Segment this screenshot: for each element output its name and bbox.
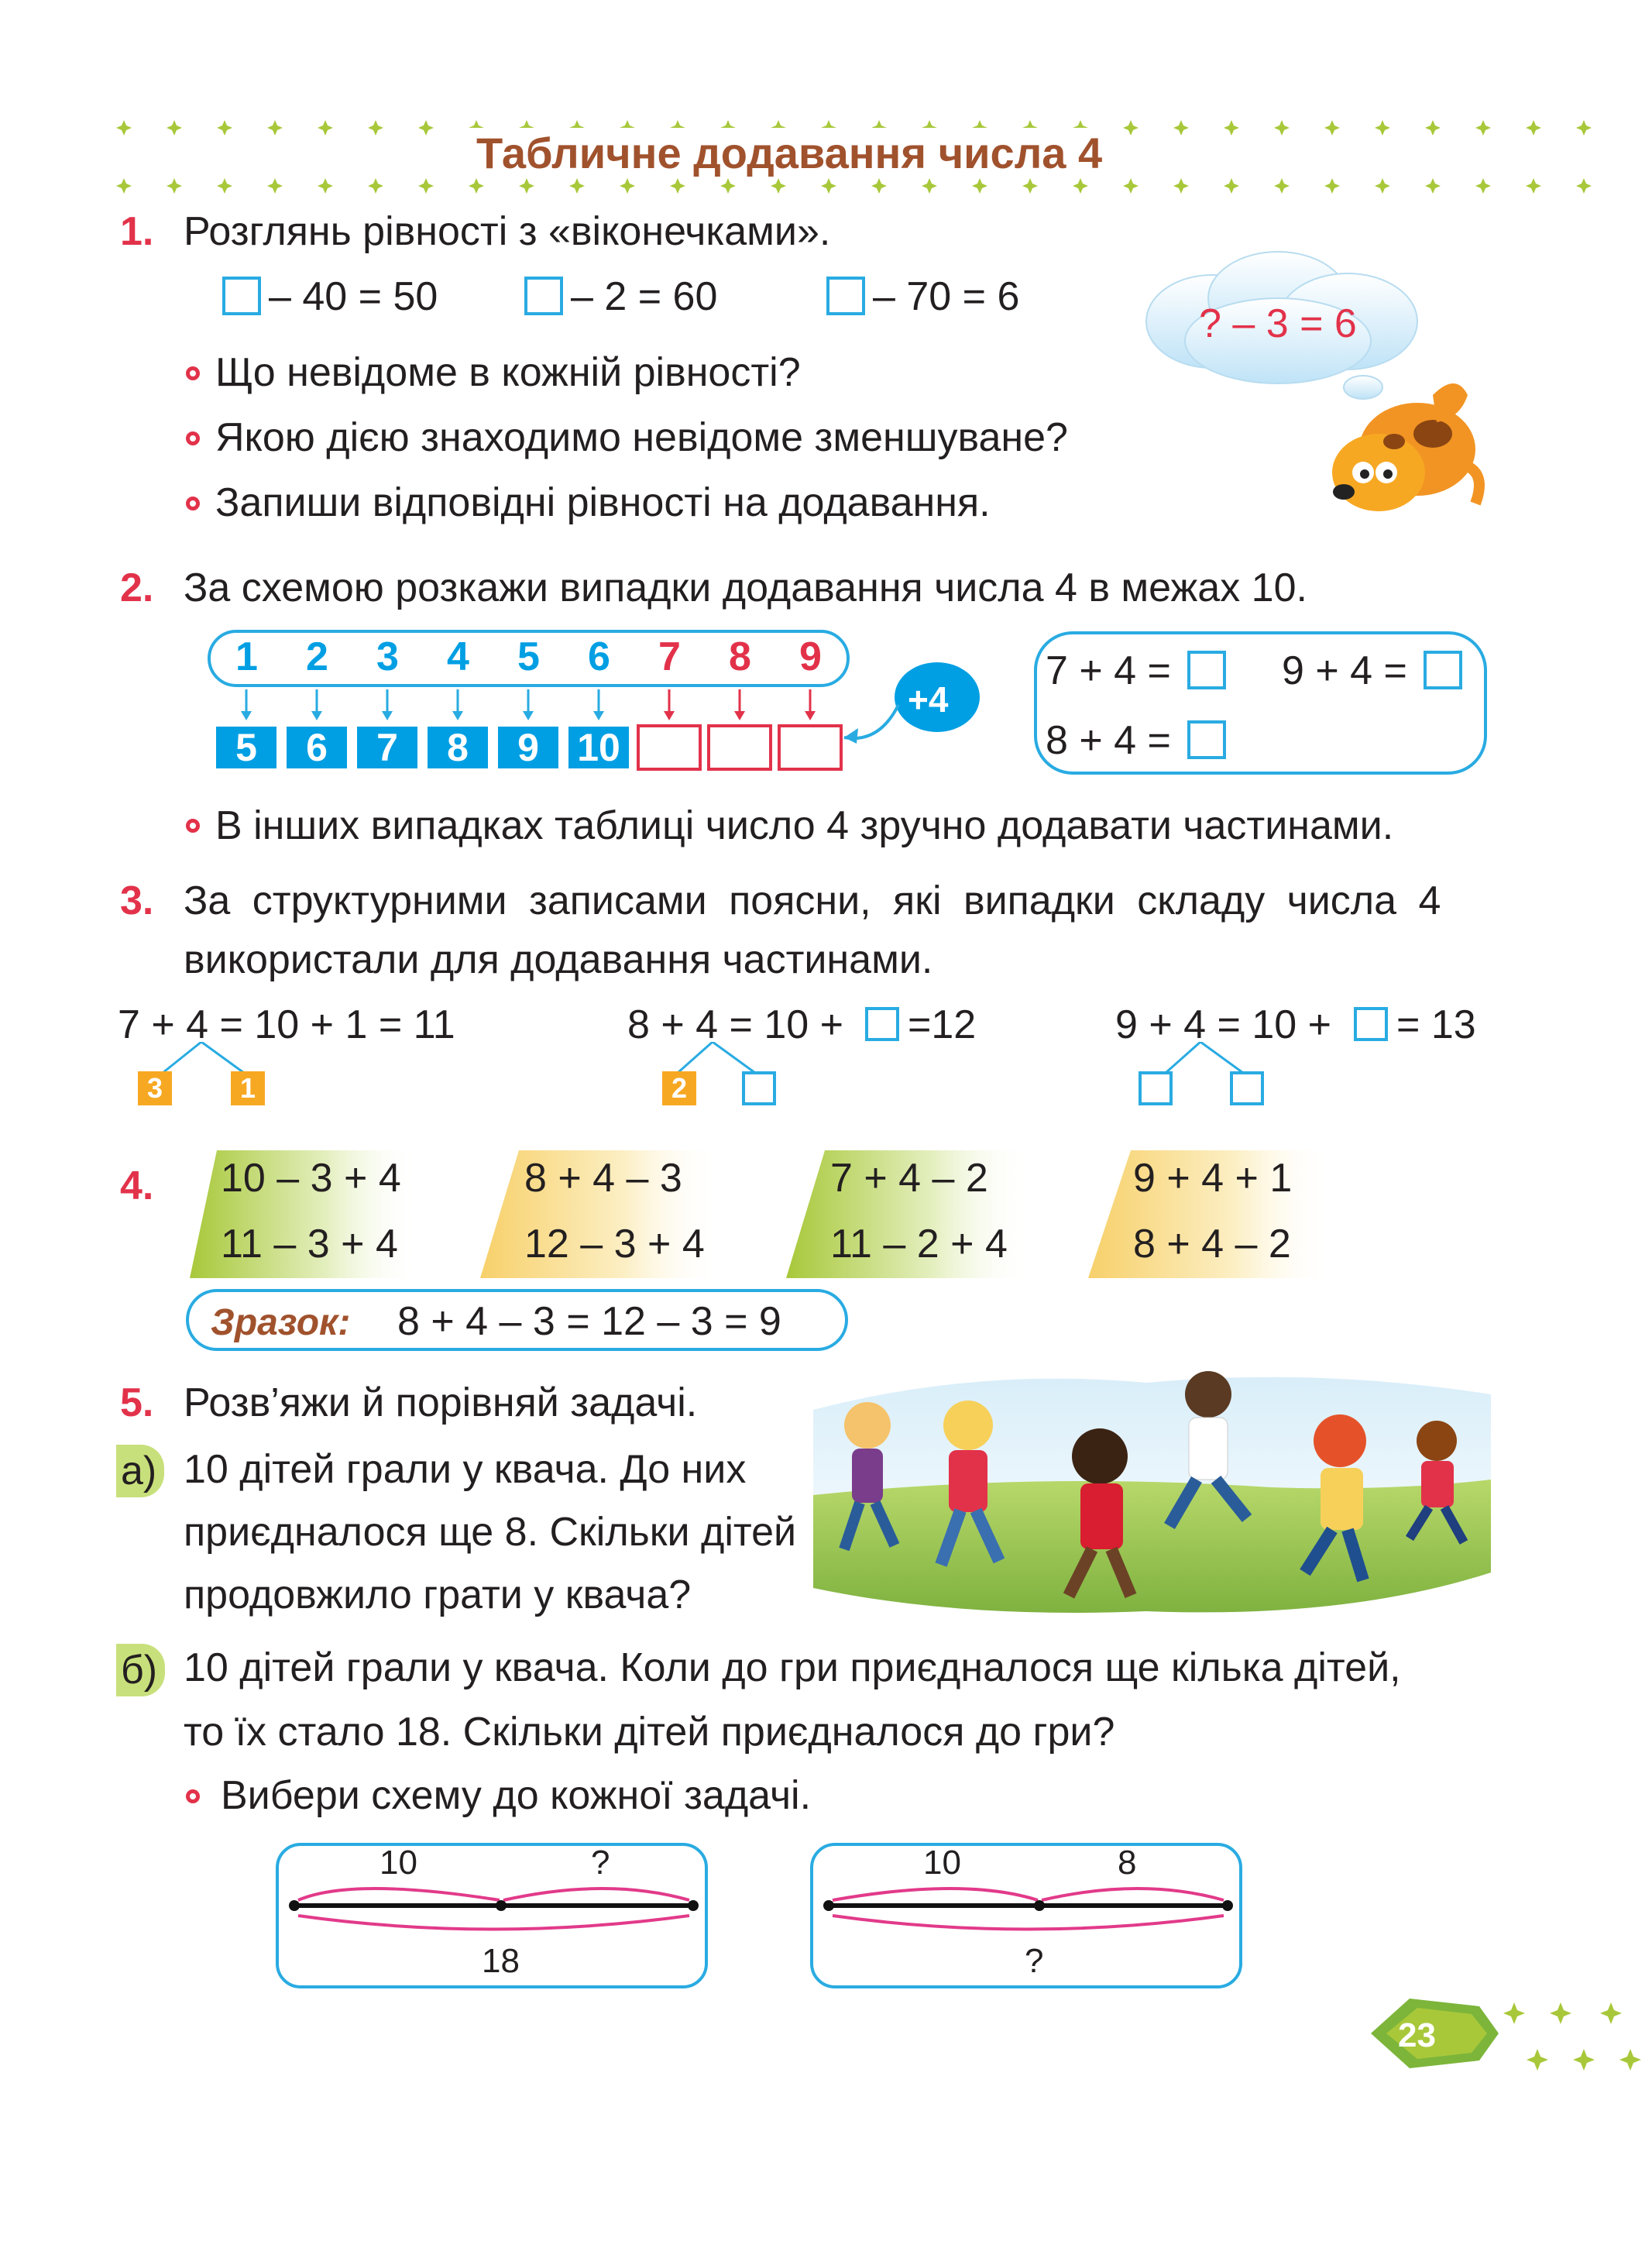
result-tile: 9: [496, 724, 561, 771]
arrow-head-icon: [311, 711, 322, 720]
arrow-head-icon: [593, 711, 604, 720]
window-box[interactable]: [826, 277, 865, 315]
ex4-expression: 8 + 4 – 2: [1133, 1222, 1291, 1267]
ex4-expression: 8 + 4 – 3: [524, 1156, 682, 1201]
number-line-item: 7: [658, 634, 681, 679]
ex1-equation: – 70 = 6: [873, 274, 1020, 319]
ex5-bullet: Вибери схему до кожної задачі.: [221, 1773, 812, 1818]
scheme1-left-label: 10: [380, 1844, 417, 1882]
ex4-expression: 9 + 4 + 1: [1133, 1156, 1293, 1201]
ex2-instruction: За схемою розкажи випадки додавання числа 4 в межах 10.: [184, 565, 1307, 610]
ex1-equation: – 2 = 60: [571, 274, 718, 319]
part-tile: 3: [138, 1071, 172, 1105]
part-tile: 2: [662, 1071, 696, 1105]
answer-box[interactable]: [1424, 651, 1462, 689]
task-b-line: то їх стало 18. Скільки дітей приєдналося до гри?: [184, 1710, 1115, 1755]
task-a-line: приєдналося ще 8. Скільки дітей: [184, 1510, 797, 1555]
ex1-bullet: Запиши відповідні рівності на додавання.: [215, 480, 991, 525]
ex4-expression: 10 – 3 + 4: [221, 1156, 401, 1201]
ex3-equation: =12: [908, 1002, 977, 1047]
ex2-equation: 9 + 4 =: [1282, 648, 1407, 693]
answer-box[interactable]: [1187, 651, 1226, 689]
number-line-item: 3: [376, 634, 399, 679]
answer-box[interactable]: [742, 1071, 776, 1105]
task-a-line: продовжило грати у квача?: [184, 1572, 692, 1617]
answer-box[interactable]: [1354, 1007, 1388, 1041]
arrow-head-icon: [452, 711, 463, 720]
task-a-line: 10 дітей грали у квача. До них: [184, 1447, 747, 1492]
number-line-item: 8: [729, 634, 751, 679]
ex4-expression: 11 – 2 + 4: [830, 1222, 1008, 1267]
result-tile: 7: [355, 724, 420, 771]
bullet-icon: [186, 819, 200, 833]
arrow-head-icon: [523, 711, 534, 720]
ex1-equation: – 40 = 50: [269, 274, 438, 319]
number-line-item: 5: [517, 634, 540, 679]
ex3-equation: 8 + 4 = 10 +: [627, 1002, 844, 1047]
ex2-equation: 8 + 4 =: [1046, 718, 1171, 763]
arrow-head-icon: [734, 711, 745, 720]
number-line-item: 6: [588, 634, 610, 679]
page-number: 23: [1398, 2016, 1436, 2054]
children-playing-illustration: [805, 1363, 1495, 1623]
sample-label: Зразок:: [211, 1302, 351, 1343]
page-title: Табличне додавання числа 4: [469, 128, 1110, 178]
cloud-equation: ? – 3 = 6: [1199, 301, 1357, 346]
ex3-equation: 7 + 4 = 10 + 1 = 11: [118, 1002, 455, 1047]
window-box[interactable]: [524, 277, 563, 315]
arrow-head-icon: [805, 711, 816, 720]
answer-box[interactable]: [778, 724, 843, 771]
window-box[interactable]: [222, 277, 261, 315]
number-line-item: 1: [235, 634, 258, 679]
bullet-icon: [186, 431, 200, 445]
ex2-bullet: В інших випадках таблиці число 4 зручно додавати частинами.: [215, 803, 1394, 848]
answer-box[interactable]: [1187, 720, 1226, 759]
ex5-number: 5.: [120, 1380, 154, 1425]
scheme1-right-label: ?: [591, 1844, 610, 1882]
scheme2-bottom-label: ?: [1025, 1942, 1044, 1980]
arrow-head-icon: [382, 711, 393, 720]
bullet-icon: [186, 497, 200, 510]
answer-box[interactable]: [1139, 1071, 1173, 1105]
ex4-expression: 7 + 4 – 2: [830, 1156, 988, 1201]
answer-box[interactable]: [865, 1007, 899, 1041]
ex3-equation: = 13: [1396, 1002, 1476, 1047]
ex3-instruction-line2: використали для додавання частинами.: [184, 937, 933, 982]
ex4-expression: 12 – 3 + 4: [524, 1222, 705, 1267]
plus-four-label: +4: [908, 679, 949, 720]
ex1-bullet: Що невідоме в кожній рівності?: [215, 350, 801, 395]
task-a-label: а): [116, 1445, 164, 1497]
ex1-instruction: Розглянь рівності з «віконечками».: [184, 209, 831, 254]
arrow-head-icon: [241, 711, 252, 720]
ex3-number: 3.: [120, 878, 154, 923]
number-line-item: 2: [306, 634, 328, 679]
ex2-number: 2.: [120, 565, 154, 610]
result-tile: 8: [425, 724, 490, 771]
result-tile: 6: [284, 724, 349, 771]
answer-box[interactable]: [637, 724, 702, 771]
answer-box[interactable]: [707, 724, 772, 771]
ex1-bullet: Якою дією знаходимо невідоме зменшуване?: [215, 415, 1068, 460]
part-tile: 1: [231, 1071, 265, 1105]
number-line-item: 9: [799, 634, 822, 679]
scheme2-right-label: 8: [1118, 1844, 1137, 1882]
ex4-expression: 11 – 3 + 4: [221, 1222, 398, 1267]
ex3-equation: 9 + 4 = 10 +: [1115, 1002, 1332, 1047]
arrow-head-icon: [664, 711, 675, 720]
scheme1-bottom-label: 18: [482, 1942, 520, 1980]
ex1-number: 1.: [120, 209, 154, 254]
ex4-number: 4.: [120, 1163, 154, 1208]
ex5-instruction: Розв’яжи й порівняй задачі.: [184, 1380, 698, 1425]
result-tile: 5: [214, 724, 279, 771]
answer-box[interactable]: [1230, 1071, 1264, 1105]
scheme2-left-label: 10: [923, 1844, 961, 1882]
dog-illustration: [1317, 364, 1487, 534]
result-tile: 10: [566, 724, 631, 771]
number-line-item: 4: [447, 634, 469, 679]
task-b-label: б): [116, 1644, 165, 1696]
sample-equation: 8 + 4 – 3 = 12 – 3 = 9: [397, 1299, 781, 1344]
ex3-instruction-line1: За структурними записами поясни, які випадки складу числа 4: [184, 878, 1441, 923]
bullet-icon: [186, 1789, 200, 1803]
task-b-line: 10 дітей грали у квача. Коли до гри приєдналося ще кілька дітей,: [184, 1645, 1401, 1690]
ex2-equation: 7 + 4 =: [1046, 648, 1171, 693]
bullet-icon: [186, 366, 200, 380]
